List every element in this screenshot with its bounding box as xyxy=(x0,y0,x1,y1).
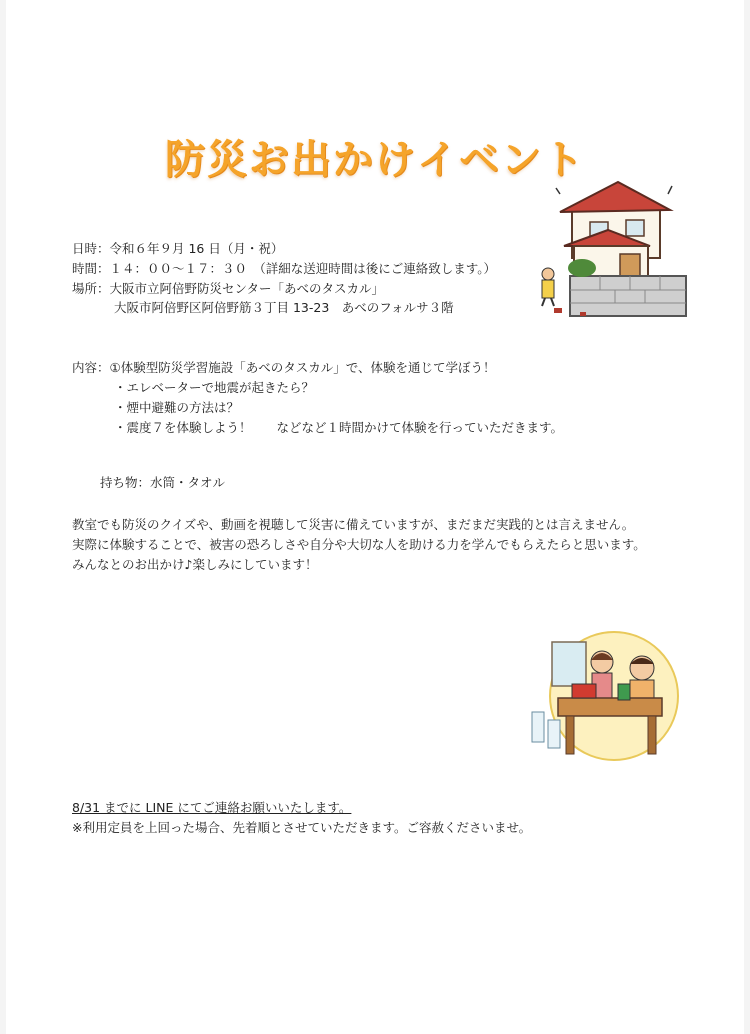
capacity-note: ※利用定員を上回った場合、先着順とさせていただきます。ご容赦くださいませ。 xyxy=(72,820,532,835)
belongings: 持ち物：水筒・タオル xyxy=(100,475,226,490)
content-item: ・震度７を体験しよう！ などなど１時間かけて体験を行っていただきます。 xyxy=(114,420,564,435)
house-earthquake-illustration xyxy=(520,180,690,325)
content-item: ・エレベーターで地震が起きたら？ xyxy=(114,380,315,395)
body-text-line: みんなとのお出かけ♪楽しみにしています！ xyxy=(72,557,318,572)
event-address: 大阪市阿倍野区阿倍野筋３丁目 13-23 あべのフォルサ３階 xyxy=(114,300,454,315)
deadline-notice: 8/31 までに LINE にてご連絡お願いいたします。 xyxy=(72,800,352,815)
content-heading: 内容：①体験型防災学習施設「あべのタスカル」で、体験を通じて学ぼう！ xyxy=(72,360,496,375)
content-item: ・煙中避難の方法は？ xyxy=(114,400,240,415)
family-preparedness-illustration xyxy=(522,628,682,768)
event-place: 場所：大阪市立阿倍野防災センター「あべのタスカル」 xyxy=(72,281,385,296)
body-text-line: 実際に体験することで、被害の恐ろしさや自分や大切な人を助ける力を学んでもらえたらと思います。 xyxy=(72,537,646,552)
body-text-line: 教室でも防災のクイズや、動画を視聴して災害に備えていますが、まだまだ実践的とは言えません。 xyxy=(72,517,635,532)
event-date: 日時：令和６年９月 16 日（月・祝） xyxy=(72,241,284,256)
document-page xyxy=(6,0,744,1034)
event-time: 時間：１４：００～１７：３０ （詳細な送迎時間は後にご連絡致します。） xyxy=(72,261,497,276)
page-title: 防災お出かけイベント xyxy=(165,137,585,183)
